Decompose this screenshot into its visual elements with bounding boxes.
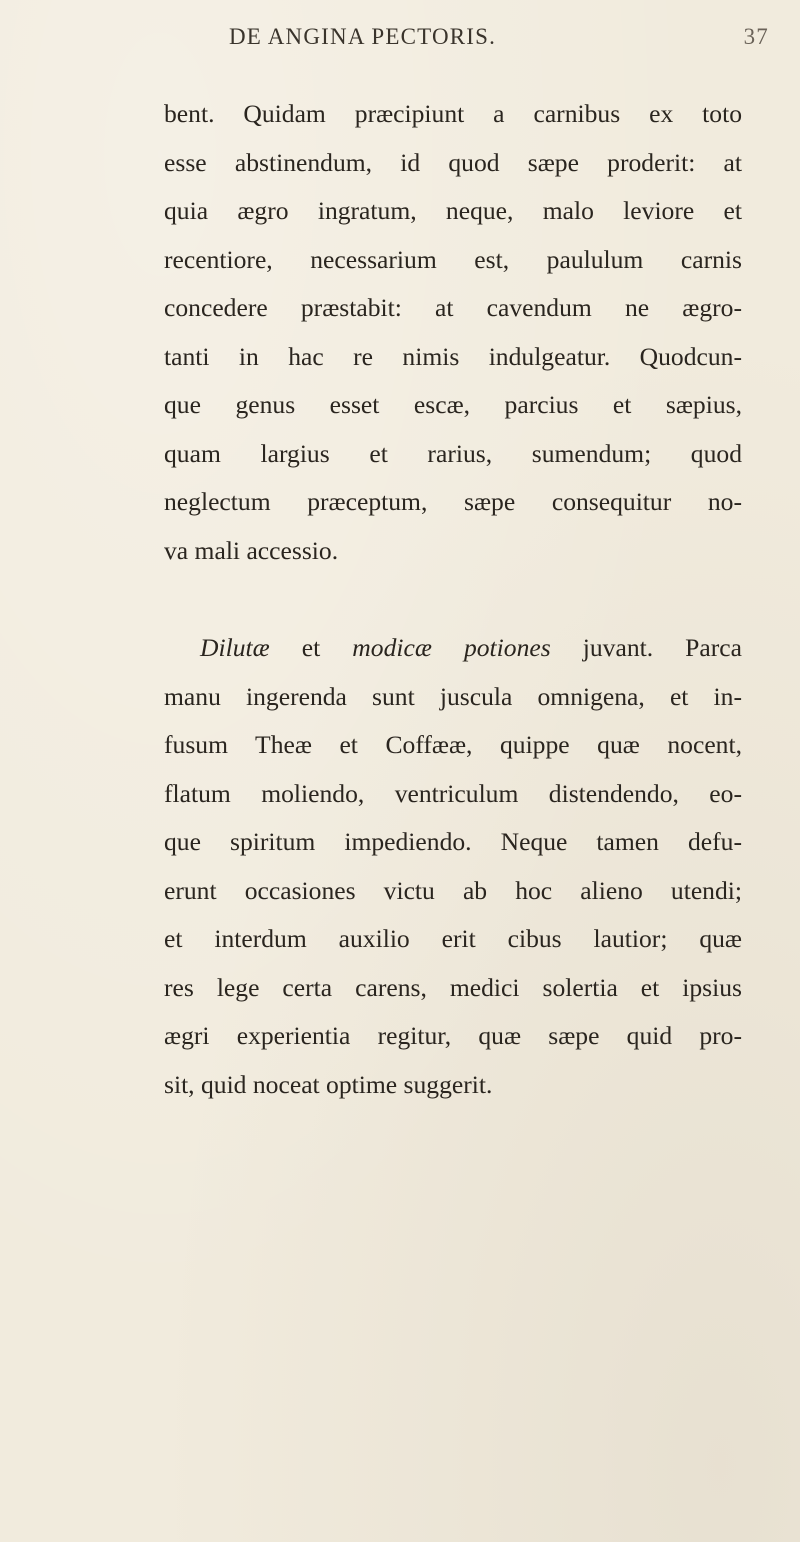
text-line: recentiore, necessarium est, paululum carnis [164,244,742,274]
running-title: DE ANGINA PECTORIS. [229,24,497,49]
text-line: et interdum auxilio erit cibus lautior; quæ [164,924,742,953]
text-line: quam largius et rarius, sumendum; quod [164,438,742,468]
text-line: esse abstinendum, id quod sæpe proderit: at [164,147,742,177]
text-line: concedere præstabit: at cavendum ne ægro- [164,293,742,322]
text-line: va mali accessio. [164,535,339,565]
running-head [229,24,769,54]
text-line-first [164,624,742,673]
text-line: neglectum præceptum, sæpe consequitur no- [164,487,742,516]
text-line: tanti in hac re nimis indulgeatur. Quodcun- [164,341,742,371]
plain-phrase: juvant. Parca [582,633,743,662]
paragraph-1 [164,90,742,575]
italic-term-modicae-potiones: modicæ potiones [352,633,551,662]
text-line: manu ingerenda sunt juscula omnigena, et in- [164,681,742,711]
text-line: erunt occasiones victu ab hoc alieno utendi; [164,875,742,905]
italic-term-dilutae: Dilutæ [200,633,270,662]
text-line: bent. Quidam præcipiunt a carnibus ex toto [164,99,742,128]
paragraph-2 [164,624,742,1109]
text-line: res lege certa carens, medici solertia et ipsius [164,972,742,1002]
plain-word: et [301,633,321,662]
text-line: sit, quid noceat optime suggerit. [164,1069,493,1099]
text-line: fusum Theæ et Coffææ, quippe quæ nocent, [164,730,742,759]
page-number: 37 [743,24,769,49]
text-line: quia ægro ingratum, neque, malo leviore et [164,196,742,225]
paragraph-gap [164,575,742,624]
text-line: ægri experientia regitur, quæ sæpe quid pro- [164,1021,742,1050]
text-line: flatum moliendo, ventriculum distendendo, eo- [164,778,742,808]
body-text [164,90,742,1109]
text-line: que genus esset escæ, parcius et sæpius, [164,390,742,419]
text-line: que spiritum impediendo. Neque tamen defu- [164,827,742,856]
